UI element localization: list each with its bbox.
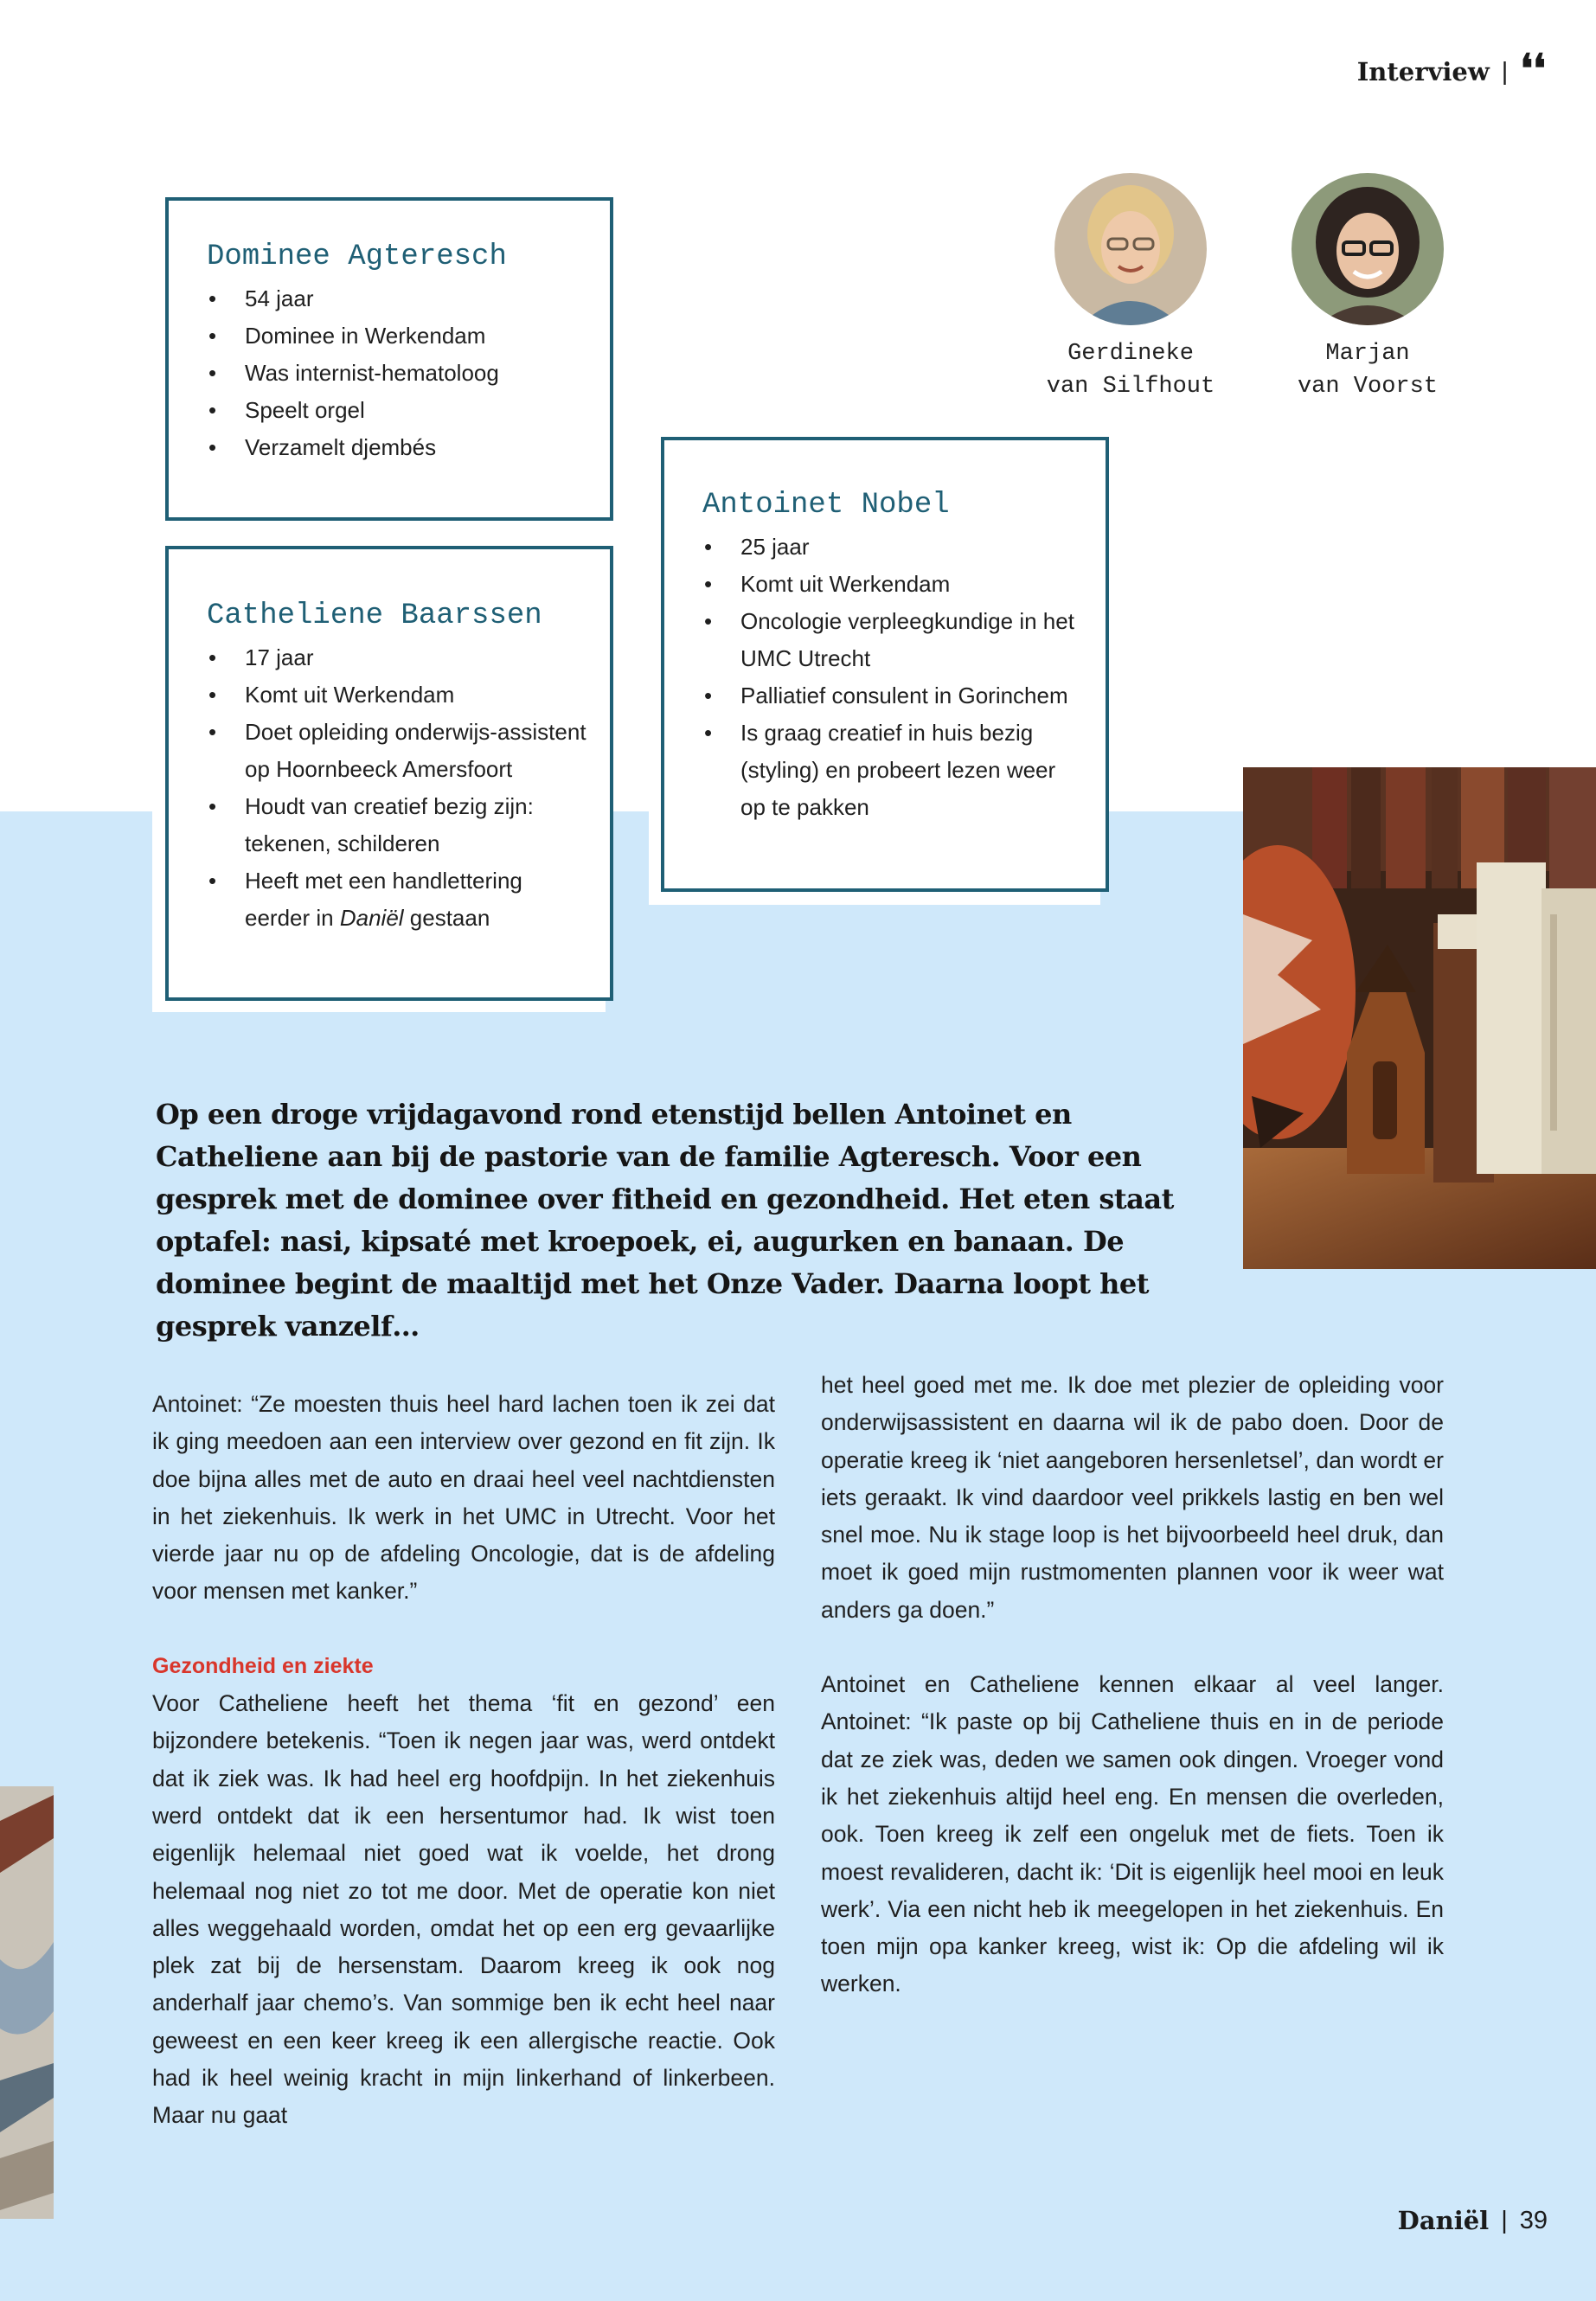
page-number: 39 — [1519, 2206, 1548, 2234]
interviewer-gerdineke — [1027, 173, 1234, 403]
profile-item: • Houdt van creatief bezig zijn: tekenen, schilderen — [207, 788, 589, 862]
profile-item — [207, 862, 589, 937]
profile-list — [207, 639, 589, 937]
avatar — [1292, 173, 1444, 325]
page-footer — [1398, 2206, 1548, 2235]
profile-list — [702, 529, 1080, 826]
cropped-photo — [0, 1786, 54, 2219]
body-paragraph: Antoinet: “Ze moesten thuis heel hard lachen toen ik zei dat ik ging meedoen aan een interview over gezond en fit zijn. Ik doe bijna alles met de auto en draai heel veel nachtdiensten in het ziekenhuis. Ik werk in het UMC in Utrecht. Voor het vierde jaar nu op de afdeling Oncologie, dat is de afdeling voor mensen met kanker.” — [152, 1391, 775, 1605]
body-paragraph: Voor Catheliene heeft het thema ‘fit en gezond’ een bijzondere betekenis. “Toen ik negen jaar was, werd ontdekt dat ik ziek was. Ik had heel erg hoofdpijn. In het ziekenhuis werd ontdekt dat ik een hersentumor had. Ik wist toen eigenlijk helemaal niet goed wat ik voelde, het drong helemaal nog niet zo tot me door. Met de operatie kon niet alles weggehaald worden, omdat het op een erg gevaarlijke plek zat bij de hersenstam. Daarom kreeg ik ook nog anderhalf jaar chemo’s. Van sommige ben ik echt heel naar geweest en een keer kreeg ik een allergische reactie. Ook had ik heel weinig kracht in mijn linkerhand of linkerbeen. Maar nu gaat — [152, 1690, 775, 2129]
section-label: Interview — [1356, 57, 1490, 87]
profile-item: • Komt uit Werkendam — [207, 676, 589, 714]
profile-item-text: gestaan — [403, 905, 490, 931]
body-paragraph: Antoinet en Catheliene kennen elkaar al veel langer. Antoinet: “Ik paste op bij Catheliene thuis en in de periode dat ze ziek was, deden we samen ook dingen. Vroeger vond ik het ziekenhuis altijd heel eng. En mensen die overleden, ook. Toen kreeg ik zelf een ongeluk met de fiets. Toen ik moest revalideren, dacht ik: ‘Dit is eigenlijk heel mooi en leuk werk’. Via een nicht heb ik meegelopen in het ziekenhuis. En toen mijn opa kanker kreeg, wist ik: Op die afdeling wil ik werken. — [821, 1671, 1444, 1997]
profile-item: • Palliatief consulent in Gorinchem — [702, 677, 1080, 715]
body-column-right — [821, 1367, 1444, 2003]
page-header — [1356, 45, 1546, 92]
body-column-left — [152, 1386, 775, 2135]
profile-item: • Dominee in Werkendam — [207, 317, 593, 355]
interviewer-marjan — [1264, 173, 1471, 403]
avatar — [1054, 173, 1207, 325]
profile-name: Catheliene Baarssen — [207, 599, 542, 632]
profile-item: • 17 jaar — [207, 639, 589, 676]
body-paragraph: het heel goed met me. Ik doe met plezier de opleiding voor onderwijsassistent en daarna wil ik de pabo doen. Door de operatie kreeg ik ‘niet aangeboren hersenletsel’, dan wordt er iets geraakt. Ik vind daardoor veel prikkels lastig en ben wel snel moe. Nu ik stage loop is het bijvoorbeeld heel druk, dan moet ik goed mijn rustmomenten plannen voor ik weer wat anders ga doen.” — [821, 1372, 1444, 1623]
profile-name: Antoinet Nobel — [702, 489, 950, 522]
quote-icon: ❛❛ — [1520, 45, 1546, 92]
section-subheading: Gezondheid en ziekte — [152, 1653, 374, 1678]
profile-box-baarssen — [165, 546, 613, 1001]
profile-item: • Doet opleiding onderwijs-assistent op Hoornbeeck Amersfoort — [207, 714, 589, 788]
interviewer-first-name: Marjan — [1325, 341, 1410, 367]
magazine-name: Daniël — [1397, 2206, 1490, 2235]
profile-item: • Verzamelt djembés — [207, 429, 593, 466]
profile-name: Dominee Agteresch — [207, 240, 507, 273]
profile-item: • Oncologie verpleegkundige in het UMC Utrecht — [702, 603, 1080, 677]
profile-item: • 25 jaar — [702, 529, 1080, 566]
profile-item-text: Heeft met een handlettering eerder in — [245, 868, 522, 931]
header-separator: | — [1501, 57, 1509, 86]
interviewer-last-name: van Silfhout — [1046, 374, 1215, 400]
magazine-title: Daniël — [339, 905, 404, 931]
profile-item: • Is graag creatief in huis bezig (styling) en probeert lezen weer op te pakken — [702, 715, 1080, 826]
intro-paragraph: Op een droge vrijdagavond rond etenstijd bellen Antoinet en Catheliene aan bij de pastorie van de familie Agteresch. Voor een gesprek met de dominee over fitheid en gezondheid. Het eten staat optafel: nasi, kipsaté met kroepoek, ei, augurken en banaan. De dominee begint de maaltijd met het Onze Vader. Daarna loopt het gesprek vanzelf… — [156, 1098, 1174, 1343]
profile-box-nobel — [661, 437, 1109, 892]
profile-item: • Was internist-hematoloog — [207, 355, 593, 392]
interviewer-first-name: Gerdineke — [1067, 341, 1194, 367]
interviewer-last-name: van Voorst — [1297, 374, 1439, 400]
profile-item: • 54 jaar — [207, 280, 593, 317]
books-photo — [1243, 767, 1596, 1269]
footer-separator: | — [1501, 2206, 1508, 2234]
profile-item: • Komt uit Werkendam — [702, 566, 1080, 603]
profile-box-agteresch — [165, 197, 613, 521]
profile-list — [207, 280, 593, 466]
profile-item: • Speelt orgel — [207, 392, 593, 429]
